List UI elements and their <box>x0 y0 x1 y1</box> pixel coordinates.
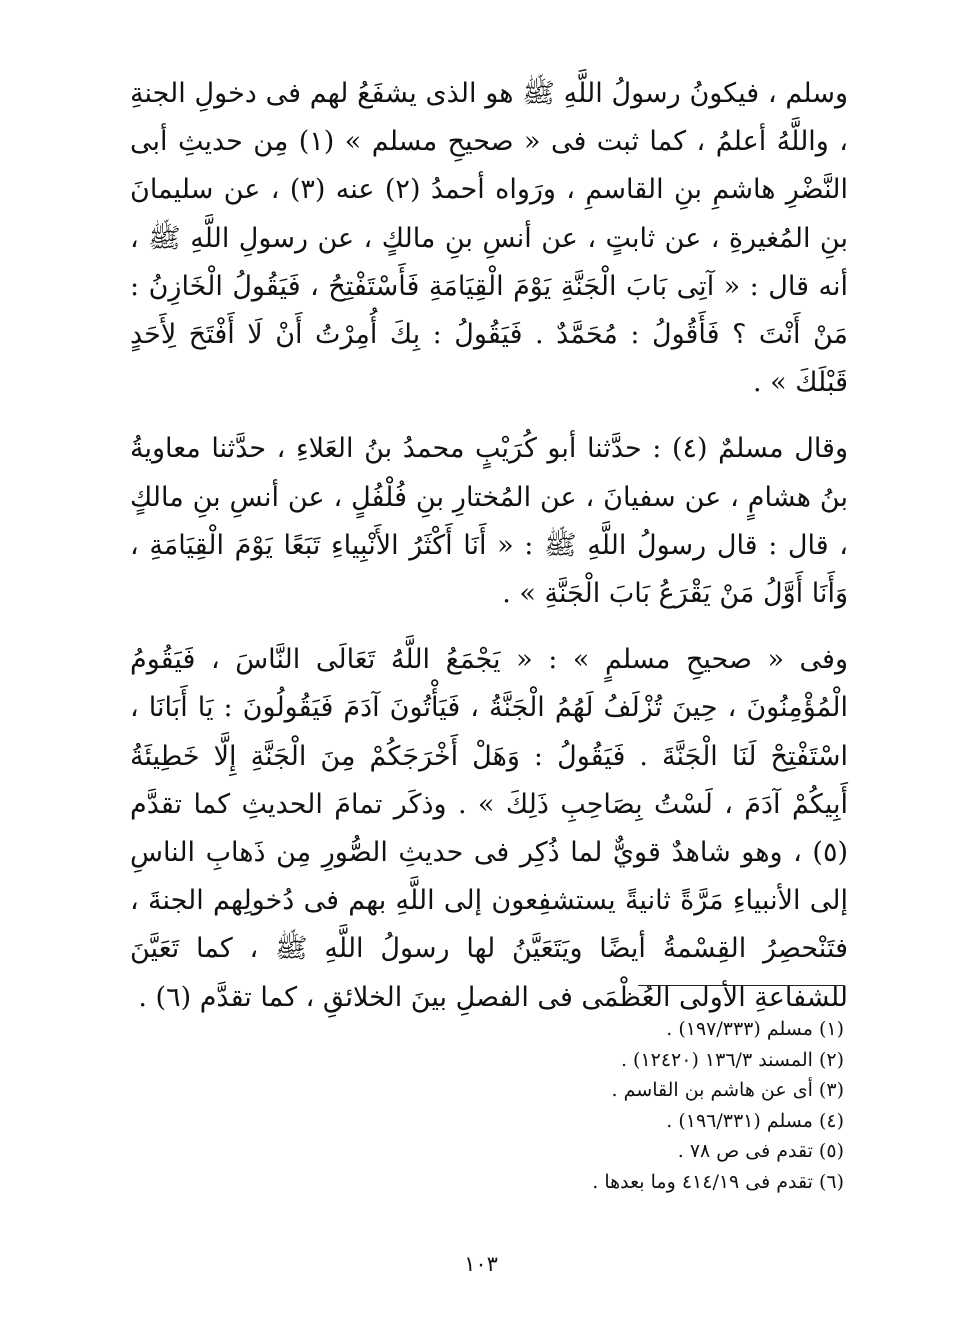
page-number: ١٠٣ <box>464 1252 498 1276</box>
footnote-3: (٣) أى عن هاشم بن القاسم . <box>611 1079 844 1102</box>
footnote-4: (٤) مسلم (١٩٦/٣٣١) . <box>666 1109 844 1132</box>
footnote-divider <box>638 985 844 986</box>
footnote-5: (٥) تقدم فى ص ٧٨ . <box>677 1140 844 1163</box>
paragraph-1: وسلم ، فيكونُ رسولُ اللَّهِ ﷺ هو الذى يشفَعُ لهم فى دخولِ الجنةِ ، واللَّهُ أعلمُ ، كما ثبت فى « صحيحِ مسلم » (١) مِن حديثِ أبى النَّضْرِ هاشمِ بنِ القاسمِ ، ورَواه أحمدُ (٢) عنه (٣) ، عن سليمانَ بنِ المُغيرةِ ، عن ثابتٍ ، عن أنسِ بنِ مالكٍ ، عن رسولِ اللَّهِ ﷺ ، أنه قال : « آتِى بَابَ الْجَنَّةِ يَوْمَ الْقِيَامَةِ فَأَسْتَفْتِحُ ، فَيَقُولُ الْخَازِنُ : مَنْ أَنْتَ ؟ فَأَقُولُ : مُحَمَّدٌ . فَيَقُولُ : بِكَ أُمِرْتُ أَنْ لَا أَفْتَحَ لِأَحَدٍ قَبْلَكَ » . <box>130 78 848 399</box>
footnote-6: (٦) تقدم فى ٤١٤/١٩ وما بعدها . <box>592 1170 844 1193</box>
footnote-2: (٢) المسند ١٣٦/٣ (١٢٤٢٠) . <box>620 1048 844 1071</box>
paragraph-3: وفى « صحيحِ مسلمٍ » : « يَجْمَعُ اللَّهُ تَعَالَى النَّاسَ ، فَيَقُومُ الْمُؤْمِنُونَ ، حِينَ تُزْلَفُ لَهُمُ الْجَنَّةُ ، فَيَأْتُونَ آدَمَ فَيَقُولُونَ : يَا أَبَانَا ، اسْتَفْتِحْ لَنَا الْجَنَّةَ . فَيَقُولُ : وَهَلْ أَخْرَجَكُمْ مِنَ الْجَنَّةِ إِلَّا خَطِيئَةُ أَبِيكُمْ آدَمَ ، لَسْتُ بِصَاحِبِ ذَلِكَ » . وذكَر تمامَ الحديثِ كما تقدَّم (٥) ، وهو شاهدٌ قويٌّ لما ذُكِر فى حديثِ الصُّورِ مِن ذَهابِ الناسِ إلى الأنبياءِ مَرَّةً ثانيةً يستشفِعون إلى اللَّهِ بهم فى دُخولِهم الجنةَ ، فتَنْحصِرُ القِسْمةُ أيضًا ويَتَعَيَّنُ لها رسولُ اللَّهِ ﷺ ، كما تَعَيَّنَ للشفاعةِ الأولى العُظْمَى فى الفصلِ بينَ الخلائقِ ، كما تقدَّم (٦) . <box>130 644 848 1013</box>
footnotes <box>284 1014 844 1198</box>
main-text <box>130 70 848 1022</box>
paragraph-2: وقال مسلمٌ (٤) : حدَّثنا أبو كُرَيْبٍ محمدُ بنُ العَلاءِ ، حدَّثنا معاويةُ بنُ هشامٍ ، عن سفيانَ ، عن المُختارِ بنِ فُلْفُلٍ ، عن أنسِ بنِ مالكٍ ، قال : قال رسولُ اللَّهِ ﷺ : « أَنَا أَكْثَرُ الأَنْبِياءِ تَبَعًا يَوْمَ الْقِيَامَةِ ، وَأَنَا أَوَّلُ مَنْ يَقْرَعُ بَابَ الْجَنَّةِ » . <box>130 433 848 610</box>
footnote-1: (١) مسلم (١٩٧/٣٣٣) . <box>666 1018 844 1040</box>
